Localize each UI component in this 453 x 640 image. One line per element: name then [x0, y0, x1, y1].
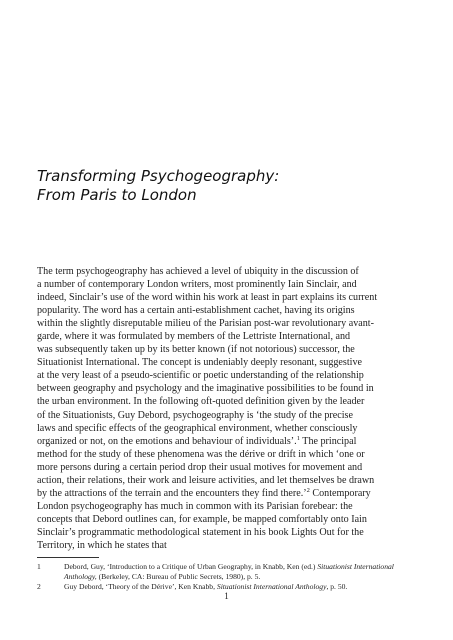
body-text-span: by the attractions of the terrain and the encounters they find there.’	[37, 487, 307, 499]
body-line	[37, 487, 422, 500]
footnote-line	[64, 572, 394, 582]
body-line	[37, 435, 422, 448]
body-text-span: organized or not, on the emotions and behaviour of individuals’.	[37, 435, 297, 447]
chapter-heading	[37, 167, 417, 205]
footnote-1	[37, 562, 427, 582]
body-line: a number of contemporary London writers, most prominently Iain Sinclair, and	[37, 279, 357, 291]
body-paragraph	[37, 265, 422, 552]
chapter-title-line-1: Transforming Psychogeography:	[37, 167, 280, 185]
body-line: the urban environment. In the following oft-quoted definition given by the leader	[37, 396, 365, 408]
chapter-title-line-2: From Paris to London	[37, 186, 197, 204]
body-line: London psychogeography has much in common with its Parisian forebear: the	[37, 500, 353, 512]
body-line: The term psychogeography has achieved a level of ubiquity in the discussion of	[37, 266, 359, 277]
footnote-italic-title: Situationist International	[317, 562, 394, 571]
body-line: garde, where it was formulated by members of the Lettriste International, and	[37, 331, 351, 343]
footnote-number: 2	[37, 582, 41, 591]
body-line: between geography and psychology and the imaginative possibilities to be found in	[37, 383, 374, 395]
body-text-span: The principal	[299, 435, 357, 447]
footnote-italic-title: Anthology,	[64, 572, 97, 581]
body-line: within the slightly disreputable milieu of the Parisian post-war revolutionary avant-	[37, 318, 374, 330]
footnote-italic-title: Situationist International Anthology	[216, 582, 327, 591]
body-line: was subsequently taken up by its better known (if not notorious) successor, the	[37, 344, 355, 356]
footnote-text-span: Debord, Guy, ‘Introduction to a Critique of Urban Geography, in Knabb, Ken (ed.)	[64, 562, 318, 571]
page-number: 1	[224, 591, 229, 601]
body-line: Situationist International. The concept is undeniably deeply resonant, suggestive	[37, 357, 362, 369]
footnote-divider	[37, 557, 99, 558]
body-line: popularity. The word has a certain anti-establishment cachet, having its origins	[37, 305, 355, 317]
body-line: more persons during a certain period drop their usual motives for movement and	[37, 461, 363, 473]
footnotes	[37, 562, 427, 592]
footnote-text-span: , p. 50.	[326, 582, 348, 591]
footnote-reference-2[interactable]: 2	[306, 486, 310, 494]
footnote-text-span: (Berkeley, CA: Bureau of Public Secrets, 1980), p. 5.	[96, 572, 261, 581]
footnote-line	[64, 562, 394, 572]
body-line: laws and specific effects of the geographical environment, whether consciously	[37, 422, 358, 434]
body-line: Sinclair’s programmatic methodological statement in his book Lights Out for the	[37, 526, 364, 538]
body-line: indeed, Sinclair’s use of the word within his work at least in part explains its current	[37, 292, 378, 304]
body-line: action, their relations, their work and leisure activities, and let themselves be drawn	[37, 474, 375, 486]
body-line: Territory, in which he states that	[37, 539, 167, 551]
footnote-reference-1[interactable]: 1	[296, 434, 300, 442]
body-line: of the Situationists, Guy Debord, psychogeography is ‘the study of the precise	[37, 409, 353, 421]
body-line: concepts that Debord outlines can, for example, be mapped comfortably onto Iain	[37, 513, 367, 525]
footnote-number: 1	[37, 562, 41, 571]
footnote-text	[64, 562, 394, 582]
body-text-span: Contemporary	[309, 487, 371, 499]
footnote-text-span: Guy Debord, ‘Theory of the Dérive’, Ken Knabb,	[64, 582, 217, 591]
body-line: method for the study of these phenomena was the dérive or drift in which ‘one or	[37, 448, 365, 460]
body-line: at the very least of a pseudo-scientific or poetic understanding of the relationship	[37, 370, 364, 382]
